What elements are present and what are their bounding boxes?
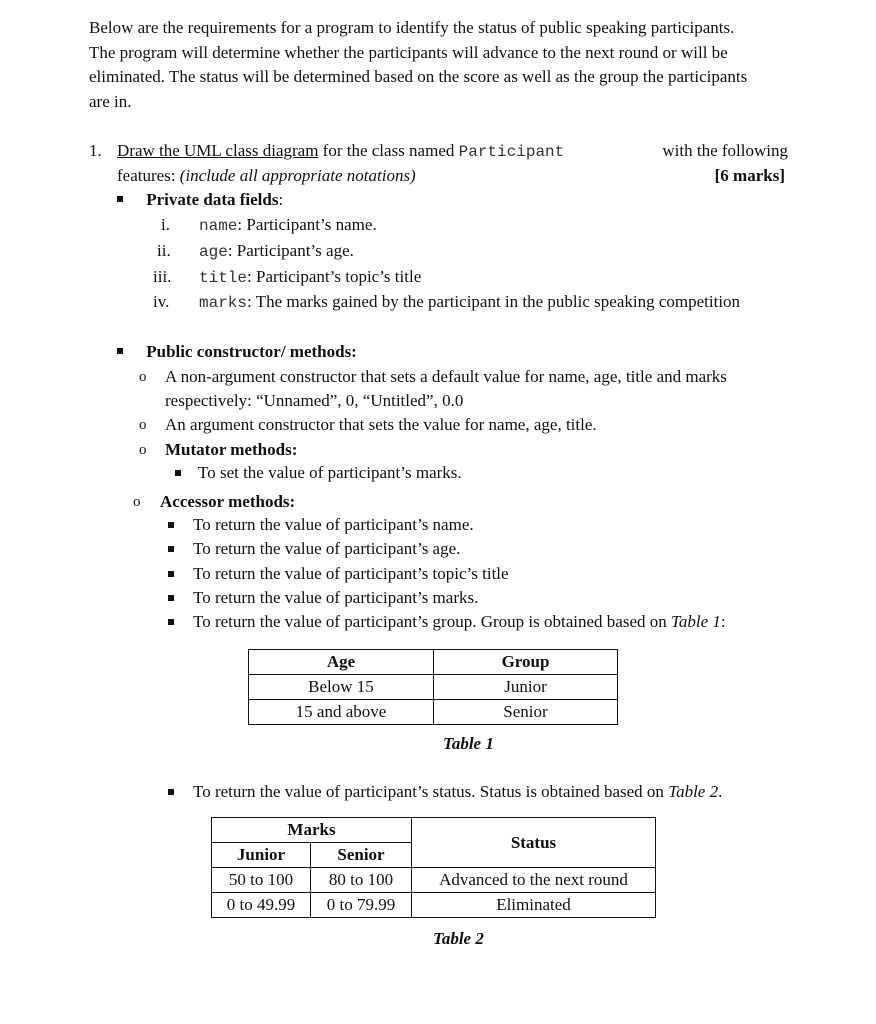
- field-item: [199, 292, 740, 312]
- table2-subheader-junior: Junior: [212, 843, 311, 868]
- field-desc: : Participant’s age.: [227, 241, 354, 260]
- table-cell: 0 to 79.99: [311, 893, 412, 918]
- square-bullet-icon: [168, 546, 174, 552]
- marks-label: [6 marks]: [714, 166, 785, 185]
- intro-line: Below are the requirements for a program to identify the status of public speaking participants.: [89, 18, 735, 37]
- field-item: [199, 241, 354, 261]
- table-row: [212, 868, 656, 893]
- field-item: [199, 215, 377, 235]
- table-row: [249, 675, 618, 700]
- intro-line: are in.: [89, 91, 132, 111]
- field-desc: : The marks gained by the participant in the public speaking competition: [247, 292, 741, 311]
- table-row: [212, 893, 656, 918]
- accessor-item: To return the value of participant’s age.: [193, 539, 461, 558]
- table-cell: Senior: [434, 700, 618, 725]
- accessor-item: To return the value of participant’s name.: [193, 515, 474, 534]
- accessor-item: To return the value of participant’s topic’s title: [193, 564, 509, 583]
- table2-header-status: Status: [412, 818, 656, 868]
- accessor-status-item: [193, 782, 722, 802]
- intro-paragraph: [89, 16, 789, 114]
- intro-line: eliminated. The status will be determined based on the score as well as the group the participants: [89, 67, 748, 86]
- table2-subheader-senior: Senior: [311, 843, 412, 868]
- table-cell: Below 15: [249, 675, 434, 700]
- question-note: (include all appropriate notations): [179, 166, 416, 185]
- ctor1-line-2: respectively: “Unnamed”, 0, “Untitled”, 0.0: [165, 391, 464, 410]
- fields-heading-colon: :: [278, 190, 284, 209]
- square-bullet-icon: [168, 522, 174, 528]
- table2-ref: Table 2: [668, 782, 719, 801]
- square-bullet-icon: [168, 595, 174, 601]
- table2-caption: Table 2: [433, 929, 484, 948]
- table2-header-marks: Marks: [212, 818, 412, 843]
- circle-bullet-icon: o: [139, 417, 147, 433]
- table-cell: 50 to 100: [212, 868, 311, 893]
- table-row: [212, 818, 656, 843]
- field-item: [199, 267, 421, 287]
- accessor-item: To return the value of participant’s marks.: [193, 588, 479, 607]
- question-line-1: [117, 141, 788, 161]
- table-cell: 80 to 100: [311, 868, 412, 893]
- table-row: [249, 650, 618, 675]
- intro-line: The program will determine whether the participants will advance to the next round or will be: [89, 42, 728, 62]
- square-bullet-icon: [117, 348, 123, 354]
- table-cell: Advanced to the next round: [412, 868, 656, 893]
- table1: [248, 649, 618, 725]
- table-cell: Eliminated: [412, 893, 656, 918]
- accessor-heading: Accessor methods:: [160, 492, 296, 511]
- question-text-end: with the following: [662, 141, 788, 160]
- square-bullet-icon: [168, 789, 174, 795]
- circle-bullet-icon: o: [133, 494, 141, 510]
- class-name: Participant: [458, 143, 565, 161]
- question-line-2: [117, 166, 416, 186]
- square-bullet-icon: [175, 470, 181, 476]
- question-number: 1.: [89, 141, 102, 160]
- fields-heading-row: [117, 190, 283, 210]
- circle-bullet-icon: o: [139, 369, 147, 385]
- methods-heading: Public constructor/ methods:: [146, 342, 357, 361]
- question-features-label: features:: [117, 166, 180, 185]
- field-desc: : Participant’s topic’s title: [247, 267, 422, 286]
- fields-heading: Private data fields: [146, 190, 279, 209]
- table1-caption: Table 1: [443, 734, 494, 753]
- methods-heading-row: [117, 342, 357, 362]
- square-bullet-icon: [168, 571, 174, 577]
- table-cell: Junior: [434, 675, 618, 700]
- table-cell: 15 and above: [249, 700, 434, 725]
- table2: [211, 817, 656, 918]
- question-line-1-text: [117, 141, 564, 161]
- field-code: age: [199, 243, 228, 261]
- field-num: iii.: [153, 267, 172, 286]
- question-title: Draw the UML class diagram: [117, 141, 319, 160]
- group-item-text: To return the value of participant’s group. Group is obtained based on: [193, 612, 671, 631]
- mutator-heading: Mutator methods:: [165, 440, 298, 459]
- status-item-end: .: [718, 782, 723, 801]
- ctor2-text: An argument constructor that sets the value for name, age, title.: [165, 415, 597, 434]
- group-item-end: :: [720, 612, 726, 631]
- table-cell: 0 to 49.99: [212, 893, 311, 918]
- ctor1-line-1: A non-argument constructor that sets a default value for name, age, title and marks: [165, 367, 727, 386]
- table1-header-group: Group: [434, 650, 618, 675]
- field-num: i.: [161, 215, 170, 234]
- field-num: ii.: [157, 241, 171, 260]
- square-bullet-icon: [168, 619, 174, 625]
- table-row: [249, 700, 618, 725]
- field-code: name: [199, 217, 238, 235]
- field-code: marks: [199, 294, 248, 312]
- field-desc: : Participant’s name.: [237, 215, 377, 234]
- accessor-group-item: [193, 612, 726, 632]
- table1-ref: Table 1: [671, 612, 721, 631]
- circle-bullet-icon: o: [139, 442, 147, 458]
- status-item-text: To return the value of participant’s status. Status is obtained based on: [193, 782, 669, 801]
- square-bullet-icon: [117, 196, 123, 202]
- field-num: iv.: [153, 292, 170, 311]
- mutator-item: To set the value of participant’s marks.: [198, 463, 462, 482]
- field-code: title: [199, 269, 248, 287]
- table1-header-age: Age: [249, 650, 434, 675]
- question-text: for the class named: [318, 141, 459, 160]
